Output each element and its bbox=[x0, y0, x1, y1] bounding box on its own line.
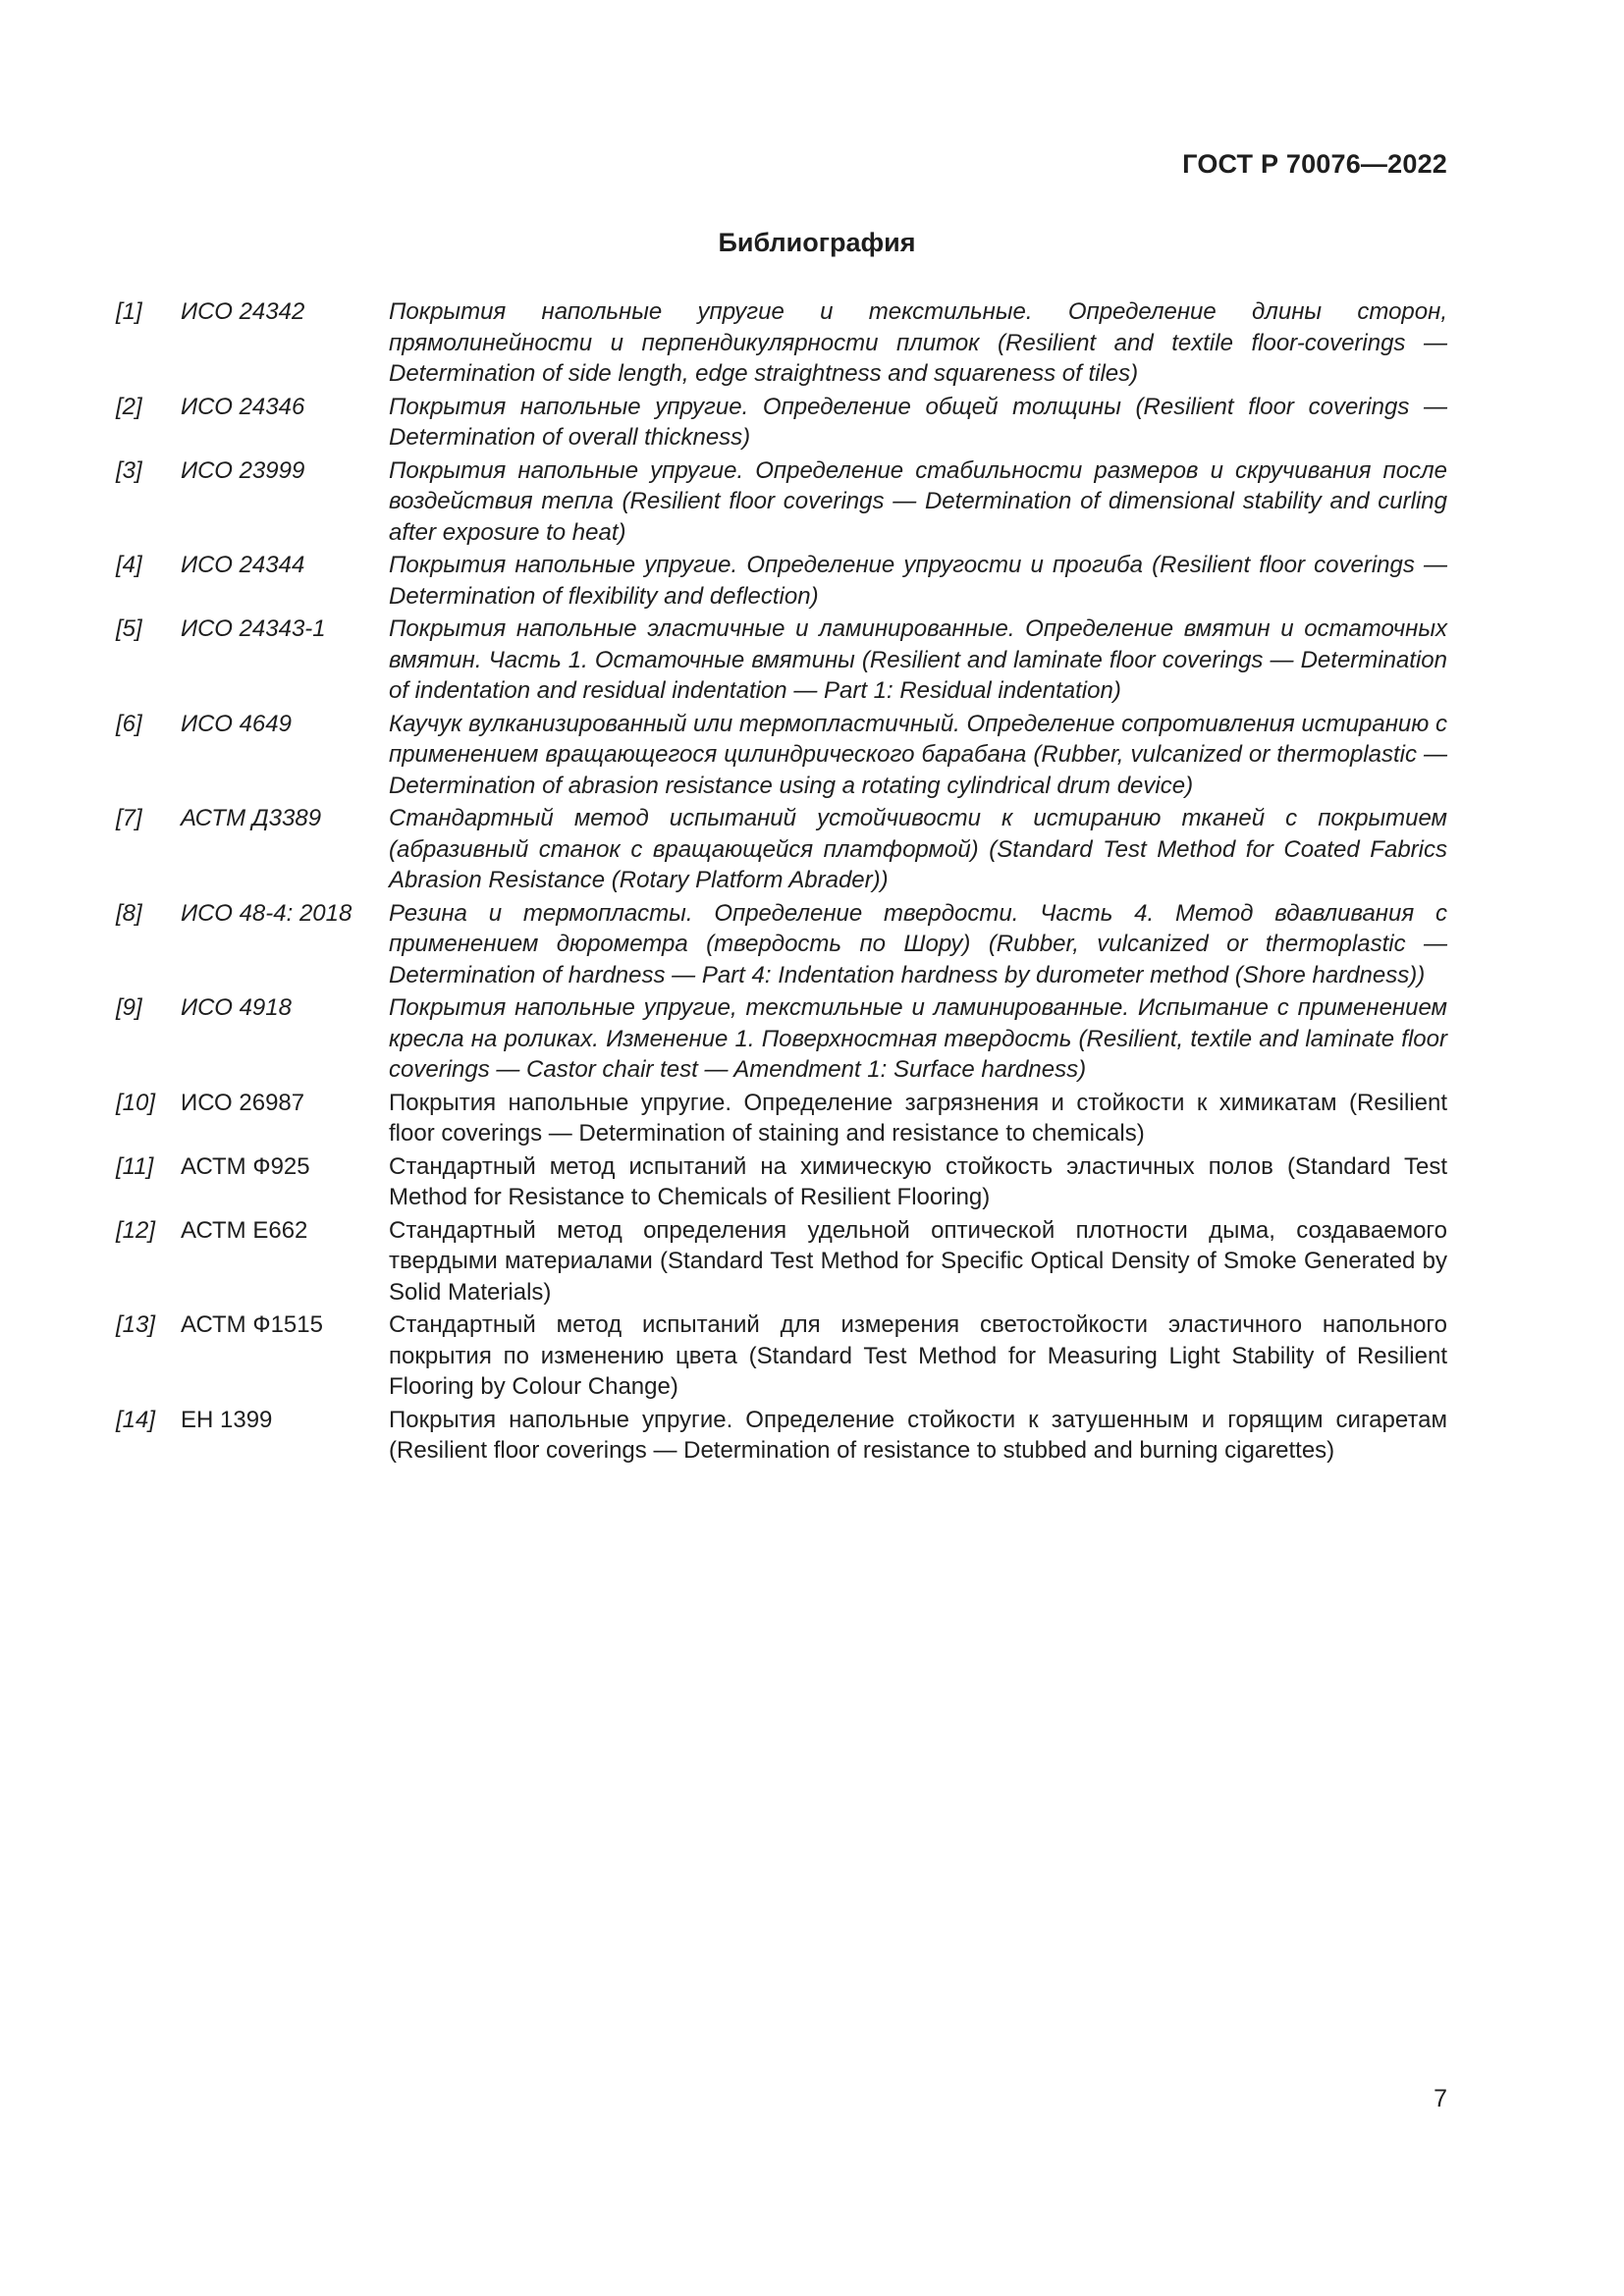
bibliography-entry bbox=[116, 1088, 1447, 1151]
bibliography-entry bbox=[116, 1405, 1447, 1468]
entry-number: [6] bbox=[116, 710, 142, 737]
entry-number: [11] bbox=[116, 1152, 154, 1180]
entry-number: [7] bbox=[116, 805, 142, 831]
entry-description: Покрытия напольные упругие и текстильные. Определение длины сторон, прямолинейности и перпендикулярности плиток (Resilient and textile floor-coverings — Determination of side length, edge straightness and squareness of tiles) bbox=[389, 298, 1447, 387]
bibliography-entry bbox=[116, 709, 1447, 804]
entry-description: Каучук вулканизированный или термопластичный. Определение сопротивления истиранию с применением вращающегося цилиндрического барабана (Rubber, vulcanized or thermoplastic — Determination of abrasion resistance using a rotating cylindrical drum device) bbox=[389, 710, 1447, 799]
bibliography-entry bbox=[116, 898, 1447, 993]
bibliography-entry bbox=[116, 455, 1447, 551]
entry-number: [10] bbox=[116, 1089, 156, 1116]
entry-description: Резина и термопласты. Определение твердости. Часть 4. Метод вдавливания с применением дюрометра (твердость по Шору) (Rubber, vulcanized or thermoplastic — Determination of hardness — Part 4: Indentation hardness by durometer method (Shore hardness)) bbox=[389, 899, 1447, 988]
entry-number: [4] bbox=[116, 552, 142, 578]
entry-standard-code: ИСО 24343-1 bbox=[181, 615, 326, 642]
bibliography-entry bbox=[116, 803, 1447, 898]
entry-standard-code: АСТМ Е662 bbox=[181, 1216, 308, 1244]
entry-standard-code: ИСО 24342 bbox=[181, 298, 305, 325]
entry-description: Стандартный метод испытаний устойчивости к истиранию тканей с покрытием (абразивный станок с вращающейся платформой) (Standard Test Method for Coated Fabrics Abrasion Resistance (Rotary Platform Abrader)) bbox=[389, 805, 1447, 893]
entry-number: [9] bbox=[116, 994, 142, 1021]
entry-description: Стандартный метод испытаний для измерения светостойкости эластичного напольного покрытия по изменению цвета (Standard Test Method for Measuring Light Stability of Resilient Flooring by Colour Change) bbox=[389, 1311, 1447, 1400]
bibliography-entry bbox=[116, 1309, 1447, 1405]
entry-number: [5] bbox=[116, 615, 142, 642]
entry-standard-code: ИСО 48-4: 2018 bbox=[181, 899, 352, 927]
bibliography-entry bbox=[116, 1215, 1447, 1310]
entry-description: Покрытия напольные упругие. Определение загрязнения и стойкости к химикатам (Resilient floor coverings — Determination of staining and resistance to chemicals) bbox=[389, 1089, 1447, 1147]
entry-standard-code: ИСО 4649 bbox=[181, 710, 292, 737]
bibliography-entry bbox=[116, 614, 1447, 709]
entry-number: [8] bbox=[116, 899, 142, 927]
entry-standard-code: ИСО 4918 bbox=[181, 994, 292, 1021]
bibliography-entry bbox=[116, 296, 1447, 392]
bibliography-entry bbox=[116, 392, 1447, 455]
entry-standard-code: ИСО 24344 bbox=[181, 552, 305, 578]
entry-description: Покрытия напольные упругие. Определение общей толщины (Resilient floor coverings — Determination of overall thickness) bbox=[389, 393, 1447, 451]
entry-standard-code: ИСО 24346 bbox=[181, 393, 305, 420]
bibliography-entry bbox=[116, 550, 1447, 614]
entry-standard-code: АСТМ Ф925 bbox=[181, 1152, 310, 1180]
entry-number: [2] bbox=[116, 393, 142, 420]
entry-number: [3] bbox=[116, 456, 142, 484]
entry-description: Покрытия напольные упругие. Определение упругости и прогиба (Resilient floor coverings — Determination of flexibility and deflection) bbox=[389, 552, 1447, 610]
bibliography-entry bbox=[116, 992, 1447, 1088]
entry-description: Покрытия напольные упругие. Определение стойкости к затушенным и горящим сигаретам (Resilient floor coverings — Determination of resistance to stubbed and burning cigarettes) bbox=[389, 1406, 1447, 1464]
bibliography-list bbox=[116, 296, 1447, 1468]
entry-description: Покрытия напольные упругие. Определение стабильности размеров и скручивания после воздействия тепла (Resilient floor coverings — Determination of dimensional stability and curling after exposure to heat) bbox=[389, 456, 1447, 546]
page-title: Библиография bbox=[718, 228, 916, 257]
entry-number: [14] bbox=[116, 1406, 156, 1433]
entry-number: [13] bbox=[116, 1311, 156, 1338]
entry-number: [12] bbox=[116, 1216, 156, 1244]
entry-standard-code: ЕН 1399 bbox=[181, 1406, 273, 1433]
entry-description: Стандартный метод определения удельной оптической плотности дыма, создаваемого твердыми материалами (Standard Test Method for Specific Optical Density of Smoke Generated by Solid Materials) bbox=[389, 1216, 1447, 1306]
page-number: 7 bbox=[1434, 2085, 1447, 2112]
entry-number: [1] bbox=[116, 298, 142, 325]
entry-standard-code: АСТМ Ф1515 bbox=[181, 1311, 323, 1338]
document-code: ГОСТ Р 70076—2022 bbox=[1182, 149, 1447, 179]
bibliography-entry bbox=[116, 1151, 1447, 1215]
entry-standard-code: АСТМ Д3389 bbox=[181, 805, 322, 831]
entry-description: Стандартный метод испытаний на химическую стойкость эластичных полов (Standard Test Method for Resistance to Chemicals of Resilient Flooring) bbox=[389, 1152, 1447, 1210]
entry-description: Покрытия напольные упругие, текстильные и ламинированные. Испытание с применением кресла на роликах. Изменение 1. Поверхностная твердость (Resilient, textile and laminate floor coverings — Castor chair test — Amendment 1: Surface hardness) bbox=[389, 994, 1447, 1083]
entry-standard-code: ИСО 23999 bbox=[181, 456, 305, 484]
entry-description: Покрытия напольные эластичные и ламинированные. Определение вмятин и остаточных вмятин. Часть 1. Остаточные вмятины (Resilient and laminate floor coverings — Determination of indentation and residual indentation — Part 1: Residual indentation) bbox=[389, 615, 1447, 704]
entry-standard-code: ИСО 26987 bbox=[181, 1089, 305, 1116]
